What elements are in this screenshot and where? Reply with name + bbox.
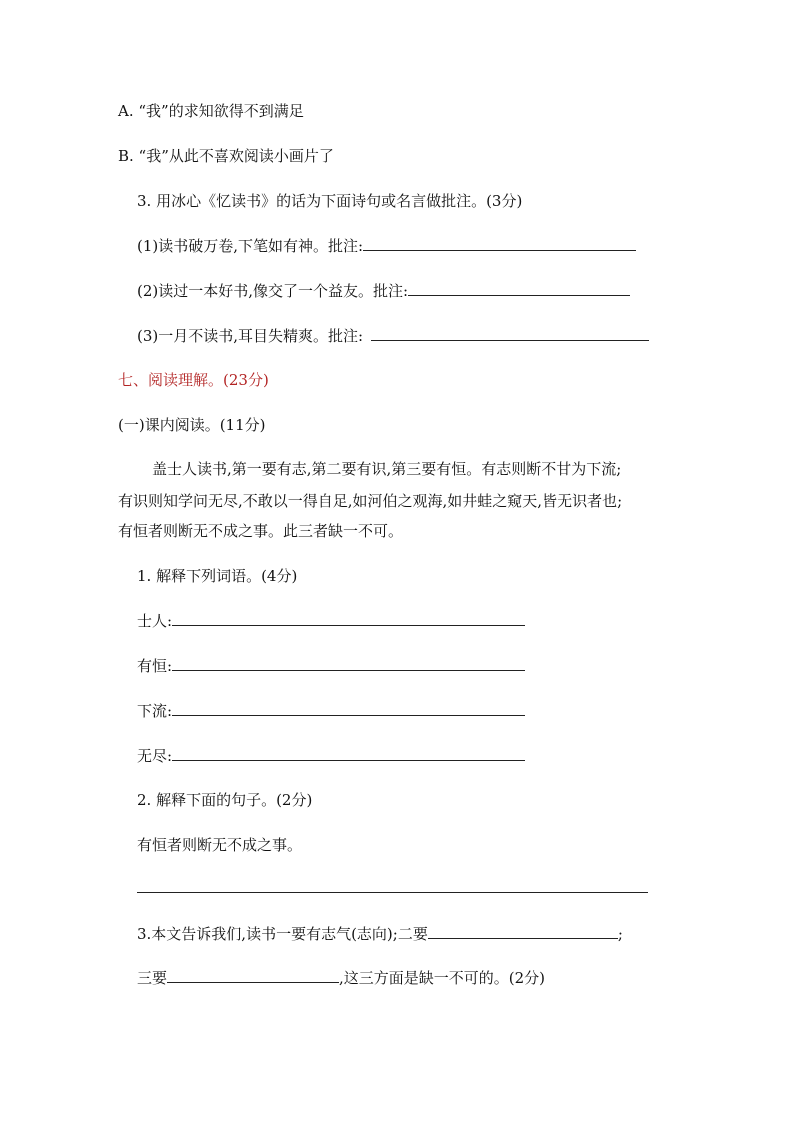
q1-title: 1. 解释下列词语。(4分)	[137, 567, 298, 585]
q1-term-3	[137, 700, 525, 722]
q3-top-item-3	[137, 325, 649, 347]
answer-blank[interactable]	[172, 655, 525, 671]
answer-blank[interactable]	[172, 700, 525, 716]
section-7-sub: (一)课内阅读。(11分)	[118, 416, 266, 434]
q3-part2-end: ,这三方面是缺一不可的。(2分)	[339, 969, 546, 987]
q2-answer-line[interactable]	[137, 892, 648, 893]
q3-part2-start: 三要	[137, 969, 168, 987]
answer-blank[interactable]	[428, 923, 618, 939]
q1-term-3-label: 下流:	[137, 702, 173, 720]
answer-blank[interactable]	[371, 325, 649, 341]
q1-term-2-label: 有恒:	[137, 657, 173, 675]
q3-top-title: 3. 用冰心《忆读书》的话为下面诗句或名言做批注。(3分)	[137, 192, 523, 210]
q3-part1-end: ;	[617, 925, 623, 943]
passage-line-3: 有恒者则断无不成之事。此三者缺一不可。	[118, 522, 404, 540]
passage-line-2: 有识则知学问无尽,不敢以一得自足,如河伯之观海,如井蛙之窥天,皆无识者也;	[118, 492, 623, 510]
answer-blank[interactable]	[172, 745, 525, 761]
q3-top-item-2	[137, 280, 630, 302]
answer-blank[interactable]	[363, 235, 636, 251]
q3-part1-text: 3.本文告诉我们,读书一要有志气(志向);二要	[137, 925, 428, 943]
q3-line-1	[137, 923, 623, 945]
section-7-title: 七、阅读理解。(23分)	[118, 371, 269, 389]
q3-top-item-3-text: (3)一月不读书,耳目失精爽。批注:	[137, 327, 364, 345]
q1-term-1-label: 士人:	[137, 612, 173, 630]
answer-blank[interactable]	[172, 610, 525, 626]
q2-title: 2. 解释下面的句子。(2分)	[137, 791, 313, 809]
passage-line-1: 盖士人读书,第一要有志,第二要有识,第三要有恒。有志则断不甘为下流;	[152, 460, 622, 478]
option-b: B. “我”从此不喜欢阅读小画片了	[118, 147, 334, 165]
q2-sentence: 有恒者则断无不成之事。	[137, 836, 303, 854]
option-a: A. “我”的求知欲得不到满足	[118, 102, 304, 120]
q1-term-2	[137, 655, 525, 677]
q3-line-2	[137, 967, 545, 989]
q3-top-item-1	[137, 235, 636, 257]
q1-term-4-label: 无尽:	[137, 747, 173, 765]
q1-term-1	[137, 610, 525, 632]
answer-blank[interactable]	[408, 280, 630, 296]
q3-top-item-2-text: (2)读过一本好书,像交了一个益友。批注:	[137, 282, 409, 300]
q3-top-item-1-text: (1)读书破万卷,下笔如有神。批注:	[137, 237, 364, 255]
q1-term-4	[137, 745, 525, 767]
answer-blank[interactable]	[167, 967, 339, 983]
